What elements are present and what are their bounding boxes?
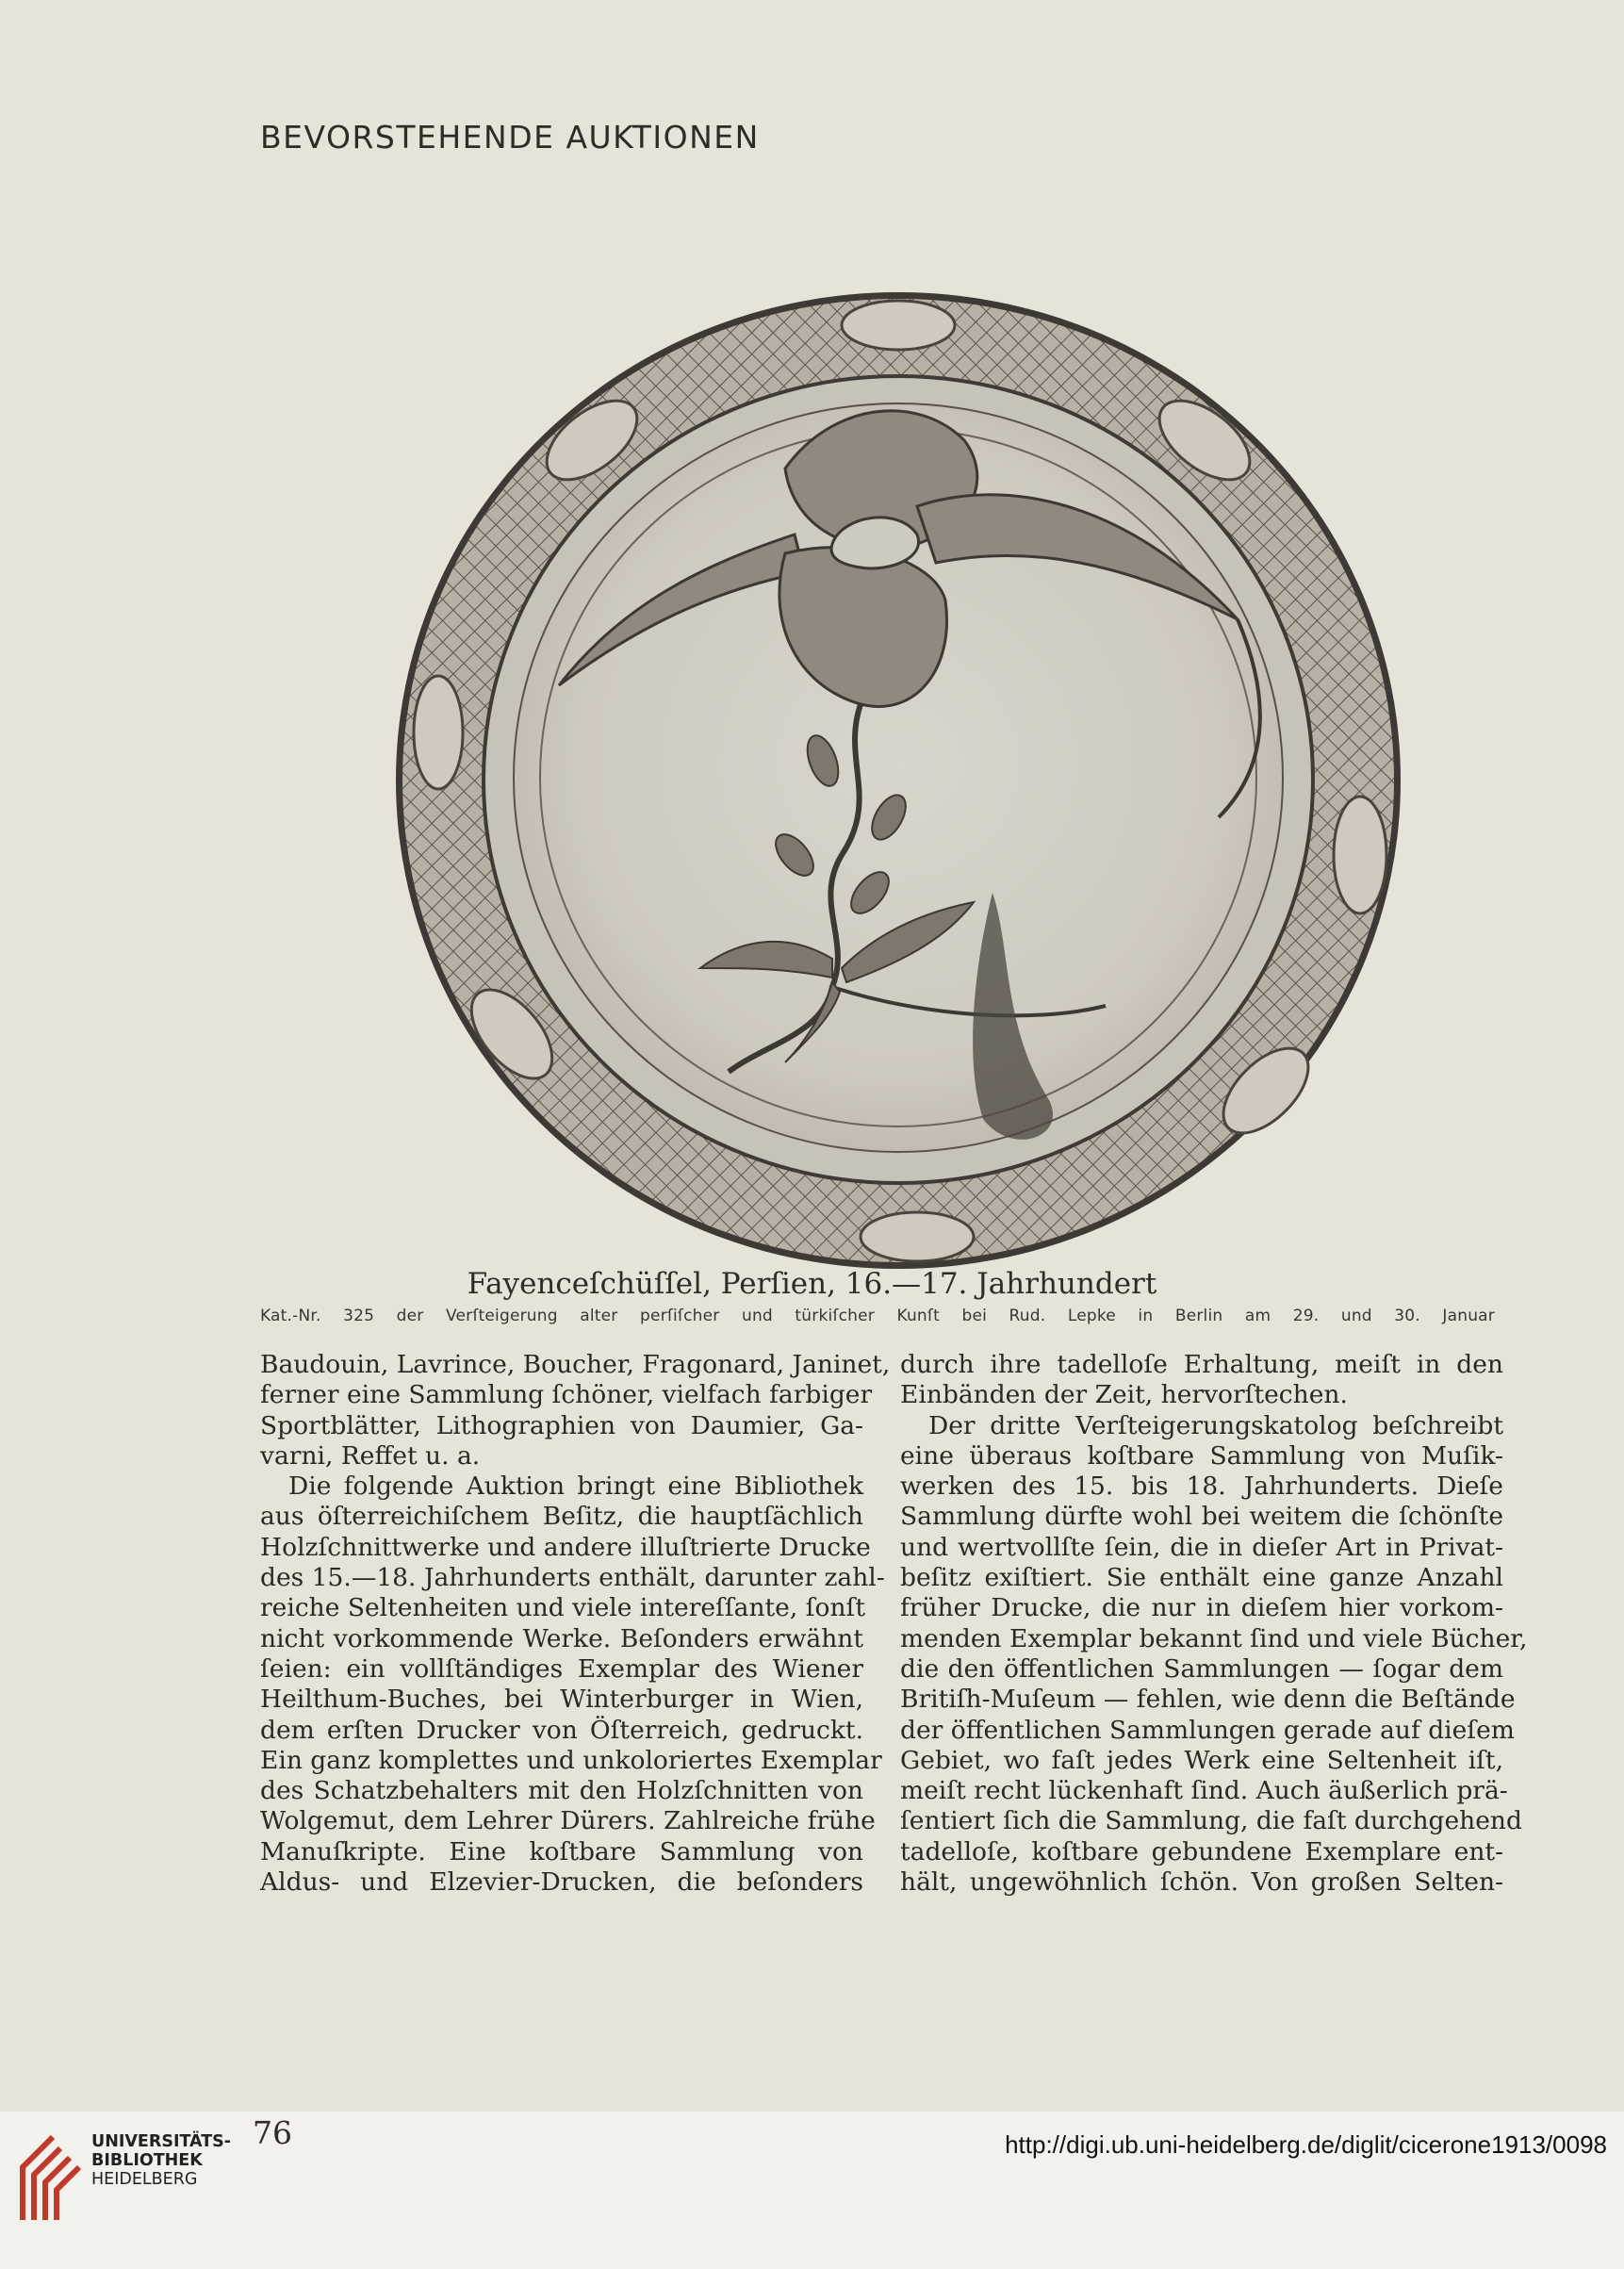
text-line: tadelloſe, koſtbare gebundene Exemplare ent- <box>900 1836 1503 1866</box>
logo-line: HEIDELBERG <box>91 2170 198 2189</box>
text-line: Holzſchnittwerke und andere illuſtrierte Drucke <box>260 1532 871 1562</box>
text-line: Wolgemut, dem Lehrer Dürers. Zahlreiche frühe <box>260 1806 876 1836</box>
text-line: des 15.—18. Jahrhunderts enthält, darunter zahl- <box>260 1563 885 1593</box>
page-number: 76 <box>253 2114 292 2151</box>
library-logo-icon <box>15 2129 89 2224</box>
text-column-right <box>900 1350 1528 1898</box>
text-line: Manuſkripte. Eine koſtbare Sammlung von <box>260 1836 863 1866</box>
text-line: und wertvollſte ſein, die in dieſer Art in Privat- <box>900 1532 1503 1562</box>
text-line: ſentiert ſich die Sammlung, die faſt durchgehend <box>900 1806 1522 1836</box>
text-line: früher Drucke, die nur in dieſem hier vorkom- <box>900 1593 1503 1623</box>
text-line: beſitz exiſtiert. Sie enthält eine ganze Anzahl <box>900 1563 1503 1593</box>
text-line: Die folgende Auktion bringt eine Bibliothek <box>288 1472 863 1502</box>
text-line: Der dritte Verſteigerungskatolog beſchreibt <box>928 1410 1503 1440</box>
text-column-left <box>260 1350 891 1898</box>
text-line: Ein ganz komplettes und unkoloriertes Exemplar <box>260 1745 882 1775</box>
text-line: dem erſten Drucker von Öſterreich, gedruckt. <box>260 1715 863 1745</box>
logo-line: UNIVERSITÄTS- <box>91 2132 232 2151</box>
text-line: Aldus- und Elzevier-Drucken, die beſonders <box>260 1867 863 1898</box>
text-line: Sammlung dürfte wohl bei weitem die ſchönſte <box>900 1502 1503 1532</box>
text-line: der öffentlichen Sammlungen gerade auf dieſem <box>900 1715 1515 1745</box>
text-line: meiſt recht lückenhaft ſind. Auch äußerlich prä- <box>900 1776 1508 1806</box>
text-line: Einbänden der Zeit, hervorſtechen. <box>900 1380 1348 1410</box>
text-line: ſeien: ein vollſtändiges Exemplar des Wiener <box>260 1653 863 1684</box>
running-head: BEVORSTEHENDE AUKTIONEN <box>260 119 760 156</box>
text-line: eine überaus koſtbare Sammlung von Muſik- <box>900 1440 1503 1471</box>
faience-plate-image <box>389 289 1407 1274</box>
library-logo-text <box>91 2132 231 2189</box>
text-line: Sportblätter, Lithographien von Daumier, Ga- <box>260 1410 863 1440</box>
text-line: durch ihre tadelloſe Erhaltung, meiſt in den <box>900 1350 1503 1379</box>
text-line: Baudouin, Lavrince, Boucher, Fragonard, Janinet, <box>260 1350 891 1379</box>
text-line: hält, ungewöhnlich ſchön. Von großen Selten- <box>900 1867 1503 1898</box>
figure-caption-catalog-note: Kat.-Nr. 325 der Verſteigerung alter perſiſcher und türkiſcher Kunſt bei Rud. Lepke in Berlin am 29. und 30. Januar <box>260 1307 1495 1325</box>
logo-line: BIBLIOTHEK <box>91 2151 203 2170</box>
text-line: nicht vorkommende Werke. Beſonders erwähnt <box>260 1623 863 1653</box>
text-line: menden Exemplar bekannt ſind und viele Bücher, <box>900 1623 1528 1653</box>
text-line: reiche Seltenheiten und viele intereſſante, ſonſt <box>260 1593 866 1623</box>
text-line: des Schatzbehalters mit den Holzſchnitten von <box>260 1776 863 1806</box>
text-line: werken des 15. bis 18. Jahrhunderts. Dieſe <box>900 1472 1503 1502</box>
text-line: ferner eine Sammlung ſchöner, vielfach farbiger <box>260 1380 873 1410</box>
text-line: Gebiet, wo faſt jedes Werk eine Seltenheit iſt, <box>900 1745 1503 1775</box>
text-line: die den öffentlichen Sammlungen — ſogar dem <box>900 1653 1503 1684</box>
text-line: aus öſterreichiſchem Beſitz, die hauptſächlich <box>260 1502 863 1532</box>
source-url-link[interactable]: http://digi.ub.uni-heidelberg.de/diglit/cicerone1913/0098 <box>1005 2130 1607 2159</box>
text-line: Heilthum-Buches, bei Winterburger in Wien, <box>260 1685 863 1715</box>
figure-caption-title: Fayenceſchüſſel, Perſien, 16.—17. Jahrhundert <box>467 1267 1157 1301</box>
text-line: Britiſh-Muſeum — fehlen, wie denn die Beſtände <box>900 1685 1516 1715</box>
text-line: varni, Reffet u. a. <box>260 1440 481 1471</box>
